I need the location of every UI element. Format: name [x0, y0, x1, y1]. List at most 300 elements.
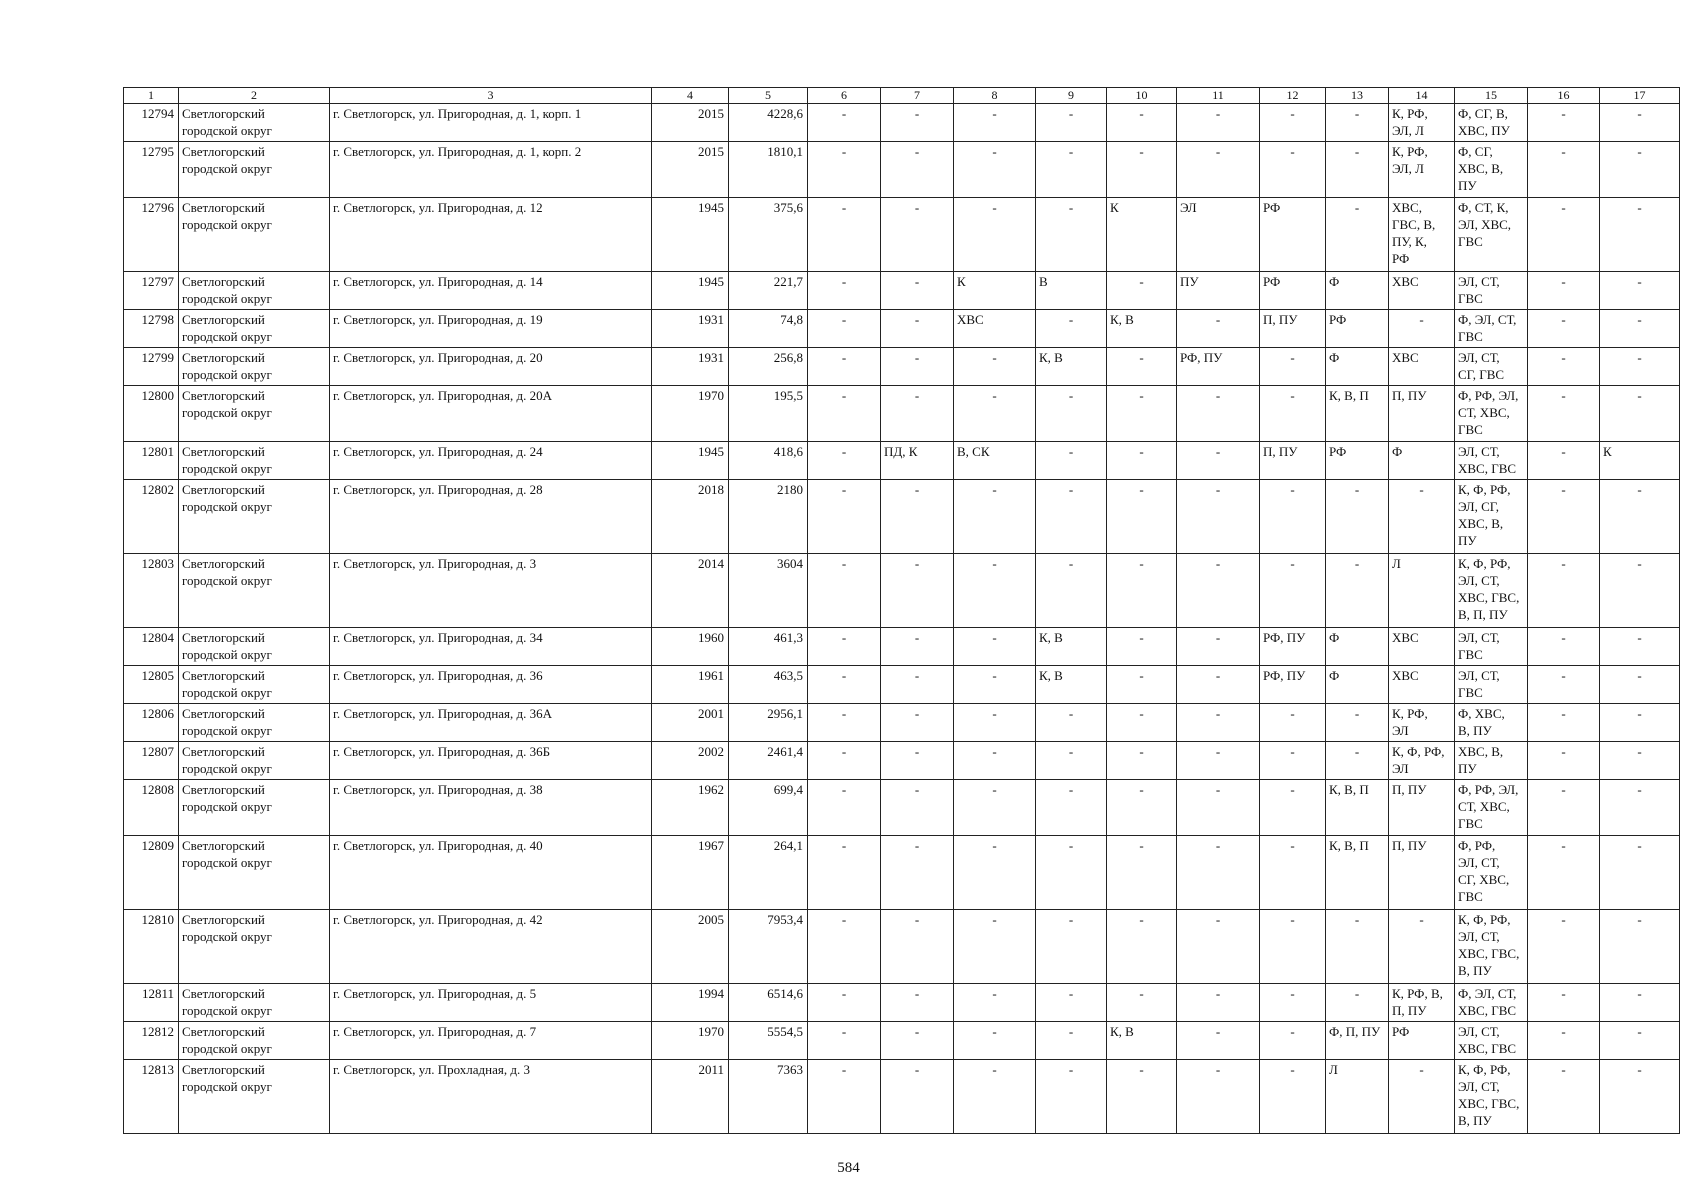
table-cell: К, Ф, РФ, ЭЛ, СТ, ХВС, ГВС, В, П, ПУ — [1455, 554, 1528, 628]
table-cell: Ф — [1326, 628, 1389, 666]
table-cell: Ф, ХВС, В, ПУ — [1455, 704, 1528, 742]
table-cell: Светлогорский городской округ — [179, 628, 330, 666]
table-cell: - — [1177, 780, 1260, 836]
table-cell: К, В, П — [1326, 386, 1389, 442]
table-cell: - — [1389, 480, 1455, 554]
table-cell: 418,6 — [729, 442, 808, 480]
table-cell: - — [1036, 984, 1107, 1022]
table-cell: Ф — [1326, 348, 1389, 386]
table-cell: - — [1036, 442, 1107, 480]
table-cell: - — [1600, 554, 1680, 628]
table-cell: 4228,6 — [729, 104, 808, 142]
table-cell: - — [808, 984, 881, 1022]
table-cell: - — [1036, 480, 1107, 554]
table-cell: - — [1107, 910, 1177, 984]
page-number: 584 — [837, 1160, 860, 1176]
table-cell: ЭЛ, СТ, ХВС, ГВС — [1455, 442, 1528, 480]
table-cell: - — [1107, 780, 1177, 836]
table-cell: 2461,4 — [729, 742, 808, 780]
table-cell: - — [1036, 704, 1107, 742]
table-cell: - — [1036, 310, 1107, 348]
table-cell: - — [1528, 984, 1600, 1022]
table-cell: - — [808, 554, 881, 628]
table-cell: 12810 — [124, 910, 179, 984]
table-cell: Ф — [1326, 666, 1389, 704]
table-cell: Ф, РФ, ЭЛ, СТ, ХВС, ГВС — [1455, 780, 1528, 836]
table-cell: 12794 — [124, 104, 179, 142]
table-cell: - — [954, 1060, 1036, 1134]
table-cell: - — [808, 666, 881, 704]
column-header: 11 — [1177, 88, 1260, 104]
table-cell: ХВС — [1389, 666, 1455, 704]
table-cell: - — [808, 442, 881, 480]
table-cell: - — [808, 480, 881, 554]
table-cell: - — [1600, 480, 1680, 554]
table-cell: - — [881, 272, 954, 310]
table-cell: г. Светлогорск, ул. Прохладная, д. 3 — [330, 1060, 652, 1134]
table-cell: Светлогорский городской округ — [179, 704, 330, 742]
table-cell: г. Светлогорск, ул. Пригородная, д. 19 — [330, 310, 652, 348]
table-cell: - — [1177, 554, 1260, 628]
table-cell: - — [1600, 742, 1680, 780]
table-row — [124, 780, 1680, 836]
table-cell: 3604 — [729, 554, 808, 628]
table-cell: Светлогорский городской округ — [179, 198, 330, 272]
table-cell: 12804 — [124, 628, 179, 666]
table-cell: РФ, ПУ — [1260, 666, 1326, 704]
table-cell: ХВС — [1389, 272, 1455, 310]
column-header: 7 — [881, 88, 954, 104]
table-cell: - — [1177, 910, 1260, 984]
table-cell: - — [881, 910, 954, 984]
table-cell: - — [1528, 1022, 1600, 1060]
table-cell: г. Светлогорск, ул. Пригородная, д. 28 — [330, 480, 652, 554]
table-cell: - — [1528, 272, 1600, 310]
table-cell: 2180 — [729, 480, 808, 554]
table-cell: - — [1600, 310, 1680, 348]
table-cell: - — [881, 666, 954, 704]
table-cell: - — [1107, 704, 1177, 742]
table-cell: 2018 — [652, 480, 729, 554]
table-cell: - — [1600, 1060, 1680, 1134]
table-cell: Светлогорский городской округ — [179, 386, 330, 442]
table-cell: К, В — [1036, 348, 1107, 386]
table-cell: - — [808, 198, 881, 272]
table-cell: 2015 — [652, 104, 729, 142]
table-cell: 699,4 — [729, 780, 808, 836]
table-cell: 463,5 — [729, 666, 808, 704]
table-cell: - — [1600, 142, 1680, 198]
table-cell: - — [954, 142, 1036, 198]
table-cell: Ф — [1326, 272, 1389, 310]
table-cell: - — [1600, 272, 1680, 310]
table-cell: 1960 — [652, 628, 729, 666]
table-cell: - — [1260, 1022, 1326, 1060]
table-cell: 12806 — [124, 704, 179, 742]
table-cell: - — [1528, 442, 1600, 480]
table-cell: - — [1528, 704, 1600, 742]
table-cell: - — [954, 348, 1036, 386]
table-cell: - — [1177, 310, 1260, 348]
table-cell: Светлогорский городской округ — [179, 104, 330, 142]
table-cell: г. Светлогорск, ул. Пригородная, д. 36А — [330, 704, 652, 742]
table-row — [124, 666, 1680, 704]
table-cell: - — [1260, 1060, 1326, 1134]
table-cell: - — [1260, 704, 1326, 742]
table-cell: - — [1177, 666, 1260, 704]
column-header: 10 — [1107, 88, 1177, 104]
table-cell: - — [881, 104, 954, 142]
table-row — [124, 910, 1680, 984]
table-cell: П, ПУ — [1389, 386, 1455, 442]
table-row — [124, 198, 1680, 272]
table-cell: Ф — [1389, 442, 1455, 480]
table-cell: П, ПУ — [1389, 836, 1455, 910]
table-cell: ПУ — [1177, 272, 1260, 310]
table-cell: - — [881, 628, 954, 666]
table-cell: - — [1326, 910, 1389, 984]
column-header: 1 — [124, 88, 179, 104]
table-cell: - — [808, 910, 881, 984]
table-cell: К, РФ, ЭЛ, Л — [1389, 142, 1455, 198]
table-cell: г. Светлогорск, ул. Пригородная, д. 1, корп. 2 — [330, 142, 652, 198]
table-cell: ЭЛ, СТ, ГВС — [1455, 628, 1528, 666]
table-cell: - — [1528, 836, 1600, 910]
table-cell: - — [1528, 666, 1600, 704]
table-cell: - — [881, 142, 954, 198]
table-cell: - — [1528, 780, 1600, 836]
table-cell: РФ — [1326, 310, 1389, 348]
table-cell: - — [881, 742, 954, 780]
table-cell: - — [881, 836, 954, 910]
table-cell: - — [1600, 104, 1680, 142]
table-cell: 1945 — [652, 272, 729, 310]
table-cell: Светлогорский городской округ — [179, 442, 330, 480]
table-cell: - — [808, 628, 881, 666]
table-cell: - — [1600, 1022, 1680, 1060]
table-cell: ПД, К — [881, 442, 954, 480]
column-header: 5 — [729, 88, 808, 104]
table-row — [124, 142, 1680, 198]
table-cell: К, Ф, РФ, ЭЛ, СГ, ХВС, В, ПУ — [1455, 480, 1528, 554]
table-cell: К, РФ, ЭЛ, Л — [1389, 104, 1455, 142]
table-cell: - — [1107, 480, 1177, 554]
table-cell: - — [1036, 554, 1107, 628]
table-cell: 2002 — [652, 742, 729, 780]
table-cell: - — [1036, 1060, 1107, 1134]
table-cell: В, СК — [954, 442, 1036, 480]
table-cell: ХВС — [1389, 348, 1455, 386]
table-cell: - — [1600, 836, 1680, 910]
table-cell: - — [1260, 984, 1326, 1022]
column-header: 4 — [652, 88, 729, 104]
table-cell: Светлогорский городской округ — [179, 272, 330, 310]
table-cell: - — [1326, 142, 1389, 198]
table-cell: г. Светлогорск, ул. Пригородная, д. 5 — [330, 984, 652, 1022]
table-cell: - — [881, 554, 954, 628]
table-cell: - — [1600, 666, 1680, 704]
table-cell: - — [1389, 1060, 1455, 1134]
table-cell: К, В, П — [1326, 836, 1389, 910]
table-cell: К — [954, 272, 1036, 310]
table-cell: Ф, СГ, В, ХВС, ПУ — [1455, 104, 1528, 142]
table-cell: - — [808, 272, 881, 310]
table-cell: - — [954, 666, 1036, 704]
table-cell: - — [954, 198, 1036, 272]
table-cell: - — [1389, 310, 1455, 348]
table-row — [124, 628, 1680, 666]
table-cell: РФ — [1326, 442, 1389, 480]
table-cell: - — [1036, 142, 1107, 198]
table-cell: - — [1600, 780, 1680, 836]
table-cell: - — [808, 836, 881, 910]
table-cell: 2015 — [652, 142, 729, 198]
table-cell: - — [954, 984, 1036, 1022]
table-cell: К, РФ, В, П, ПУ — [1389, 984, 1455, 1022]
table-cell: - — [1528, 910, 1600, 984]
table-cell: К, Ф, РФ, ЭЛ, СТ, ХВС, ГВС, В, ПУ — [1455, 1060, 1528, 1134]
table-cell: г. Светлогорск, ул. Пригородная, д. 12 — [330, 198, 652, 272]
table-cell: г. Светлогорск, ул. Пригородная, д. 20А — [330, 386, 652, 442]
table-cell: 6514,6 — [729, 984, 808, 1022]
table-cell: РФ, ПУ — [1177, 348, 1260, 386]
table-cell: - — [1260, 386, 1326, 442]
table-cell: 1945 — [652, 198, 729, 272]
table-cell: - — [1600, 198, 1680, 272]
table-cell: К, РФ, ЭЛ — [1389, 704, 1455, 742]
table-cell: - — [808, 1060, 881, 1134]
table-cell: ЭЛ — [1177, 198, 1260, 272]
table-cell: Светлогорский городской округ — [179, 666, 330, 704]
table-row — [124, 442, 1680, 480]
table-cell: - — [1326, 742, 1389, 780]
table-cell: - — [1107, 386, 1177, 442]
table-cell: 1931 — [652, 310, 729, 348]
table-cell: - — [954, 704, 1036, 742]
table-cell: - — [881, 1060, 954, 1134]
table-cell: Ф, СГ, ХВС, В, ПУ — [1455, 142, 1528, 198]
table-cell: 12805 — [124, 666, 179, 704]
table-cell: 1931 — [652, 348, 729, 386]
table-cell: - — [954, 386, 1036, 442]
table-cell: - — [1036, 104, 1107, 142]
table-cell: - — [954, 780, 1036, 836]
table-cell: Светлогорский городской округ — [179, 348, 330, 386]
table-cell: - — [1107, 442, 1177, 480]
table-cell: - — [1326, 198, 1389, 272]
table-cell: г. Светлогорск, ул. Пригородная, д. 20 — [330, 348, 652, 386]
table-cell: 12798 — [124, 310, 179, 348]
table-cell: г. Светлогорск, ул. Пригородная, д. 14 — [330, 272, 652, 310]
table-cell: - — [881, 984, 954, 1022]
table-cell: 1970 — [652, 1022, 729, 1060]
table-cell: - — [1177, 386, 1260, 442]
table-row — [124, 836, 1680, 910]
table-cell: 2001 — [652, 704, 729, 742]
table-cell: - — [1528, 198, 1600, 272]
table-cell: г. Светлогорск, ул. Пригородная, д. 36Б — [330, 742, 652, 780]
table-cell: г. Светлогорск, ул. Пригородная, д. 34 — [330, 628, 652, 666]
table-cell: г. Светлогорск, ул. Пригородная, д. 24 — [330, 442, 652, 480]
table-header-row — [124, 88, 1680, 104]
table-cell: Л — [1389, 554, 1455, 628]
table-cell: - — [1107, 272, 1177, 310]
table-cell: - — [1107, 984, 1177, 1022]
table-cell: 74,8 — [729, 310, 808, 348]
table-row — [124, 480, 1680, 554]
table-row — [124, 984, 1680, 1022]
table-cell: - — [881, 704, 954, 742]
table-cell: - — [1600, 984, 1680, 1022]
table-cell: - — [1528, 386, 1600, 442]
column-header: 2 — [179, 88, 330, 104]
column-header: 15 — [1455, 88, 1528, 104]
table-cell: - — [881, 348, 954, 386]
table-cell: - — [1528, 480, 1600, 554]
table-cell: 1962 — [652, 780, 729, 836]
table-cell: - — [1107, 628, 1177, 666]
table-cell: - — [1177, 480, 1260, 554]
table-cell: 461,3 — [729, 628, 808, 666]
table-cell: 12808 — [124, 780, 179, 836]
table-cell: - — [954, 910, 1036, 984]
table-cell: - — [954, 554, 1036, 628]
table-cell: Ф, СТ, К, ЭЛ, ХВС, ГВС — [1455, 198, 1528, 272]
table-cell: Ф, РФ, ЭЛ, СТ, ХВС, ГВС — [1455, 386, 1528, 442]
table-cell: - — [881, 198, 954, 272]
table-row — [124, 104, 1680, 142]
table-cell: - — [1528, 310, 1600, 348]
table-cell: - — [1528, 348, 1600, 386]
table-cell: К — [1600, 442, 1680, 480]
table-cell: - — [1528, 742, 1600, 780]
table-cell: - — [808, 104, 881, 142]
table-cell: 7953,4 — [729, 910, 808, 984]
table-cell: К, В — [1107, 310, 1177, 348]
table-cell: - — [1177, 142, 1260, 198]
table-cell: Ф, П, ПУ — [1326, 1022, 1389, 1060]
table-cell: 264,1 — [729, 836, 808, 910]
data-table — [123, 87, 1680, 1134]
table-cell: Светлогорский городской округ — [179, 742, 330, 780]
table-cell: - — [1036, 1022, 1107, 1060]
table-cell: г. Светлогорск, ул. Пригородная, д. 3 — [330, 554, 652, 628]
table-cell: Ф, РФ, ЭЛ, СТ, СГ, ХВС, ГВС — [1455, 836, 1528, 910]
table-cell: 1945 — [652, 442, 729, 480]
table-cell: - — [1107, 348, 1177, 386]
table-cell: г. Светлогорск, ул. Пригородная, д. 42 — [330, 910, 652, 984]
table-cell: РФ — [1260, 272, 1326, 310]
table-cell: 1810,1 — [729, 142, 808, 198]
table-cell: К, Ф, РФ, ЭЛ, СТ, ХВС, ГВС, В, ПУ — [1455, 910, 1528, 984]
table-cell: - — [1528, 628, 1600, 666]
table-cell: ХВС — [1389, 628, 1455, 666]
table-cell: - — [808, 386, 881, 442]
table-cell: Светлогорский городской округ — [179, 1060, 330, 1134]
table-cell: - — [1600, 628, 1680, 666]
table-cell: ЭЛ, СТ, СГ, ГВС — [1455, 348, 1528, 386]
table-cell: - — [1600, 348, 1680, 386]
table-cell: - — [1036, 836, 1107, 910]
table-cell: - — [1036, 386, 1107, 442]
table-cell: 1970 — [652, 386, 729, 442]
table-cell: 12799 — [124, 348, 179, 386]
table-cell: - — [808, 142, 881, 198]
table-cell: 2014 — [652, 554, 729, 628]
table-cell: г. Светлогорск, ул. Пригородная, д. 38 — [330, 780, 652, 836]
table-cell: 375,6 — [729, 198, 808, 272]
table-cell: П, ПУ — [1389, 780, 1455, 836]
table-cell: Л — [1326, 1060, 1389, 1134]
table-cell: - — [1326, 554, 1389, 628]
table-cell: - — [1528, 104, 1600, 142]
table-cell: - — [808, 310, 881, 348]
table-cell: П, ПУ — [1260, 442, 1326, 480]
table-cell: - — [1260, 910, 1326, 984]
table-cell: 12803 — [124, 554, 179, 628]
table-cell: - — [1600, 704, 1680, 742]
table-cell: Светлогорский городской округ — [179, 554, 330, 628]
table-cell: - — [1036, 780, 1107, 836]
table-cell: ХВС — [954, 310, 1036, 348]
table-cell: 12796 — [124, 198, 179, 272]
table-cell: К, В — [1107, 1022, 1177, 1060]
table-cell: - — [954, 104, 1036, 142]
column-header: 8 — [954, 88, 1036, 104]
table-cell: К, В, П — [1326, 780, 1389, 836]
table-cell: - — [881, 386, 954, 442]
table-cell: 12811 — [124, 984, 179, 1022]
table-cell: г. Светлогорск, ул. Пригородная, д. 40 — [330, 836, 652, 910]
table-cell: Светлогорский городской округ — [179, 142, 330, 198]
table-cell: Ф, ЭЛ, СТ, ХВС, ГВС — [1455, 984, 1528, 1022]
table-cell: ЭЛ, СТ, ХВС, ГВС — [1455, 1022, 1528, 1060]
table-cell: - — [1528, 1060, 1600, 1134]
table-cell: ЭЛ, СТ, ГВС — [1455, 272, 1528, 310]
table-cell: - — [881, 780, 954, 836]
table-cell: г. Светлогорск, ул. Пригородная, д. 7 — [330, 1022, 652, 1060]
table-row — [124, 1060, 1680, 1134]
table-cell: - — [1177, 442, 1260, 480]
table-cell: - — [1528, 142, 1600, 198]
table-cell: - — [1326, 704, 1389, 742]
table-cell: Светлогорский городской округ — [179, 910, 330, 984]
table-cell: В — [1036, 272, 1107, 310]
table-cell: - — [954, 1022, 1036, 1060]
table-cell: - — [1260, 348, 1326, 386]
table-cell: - — [1036, 742, 1107, 780]
table-cell: 12802 — [124, 480, 179, 554]
table-cell: - — [1177, 704, 1260, 742]
table-cell: - — [808, 704, 881, 742]
column-header: 12 — [1260, 88, 1326, 104]
table-cell: РФ — [1260, 198, 1326, 272]
table-cell: - — [954, 836, 1036, 910]
table-row — [124, 704, 1680, 742]
table-cell: 2011 — [652, 1060, 729, 1134]
column-header: 9 — [1036, 88, 1107, 104]
table-cell: - — [1260, 742, 1326, 780]
table-cell: 12801 — [124, 442, 179, 480]
table-cell: 256,8 — [729, 348, 808, 386]
table-row — [124, 386, 1680, 442]
table-cell: П, ПУ — [1260, 310, 1326, 348]
table-row — [124, 1022, 1680, 1060]
table-cell: - — [1036, 198, 1107, 272]
table-cell: К — [1107, 198, 1177, 272]
table-cell: 12800 — [124, 386, 179, 442]
table-cell: ХВС, ГВС, В, ПУ, К, РФ — [1389, 198, 1455, 272]
